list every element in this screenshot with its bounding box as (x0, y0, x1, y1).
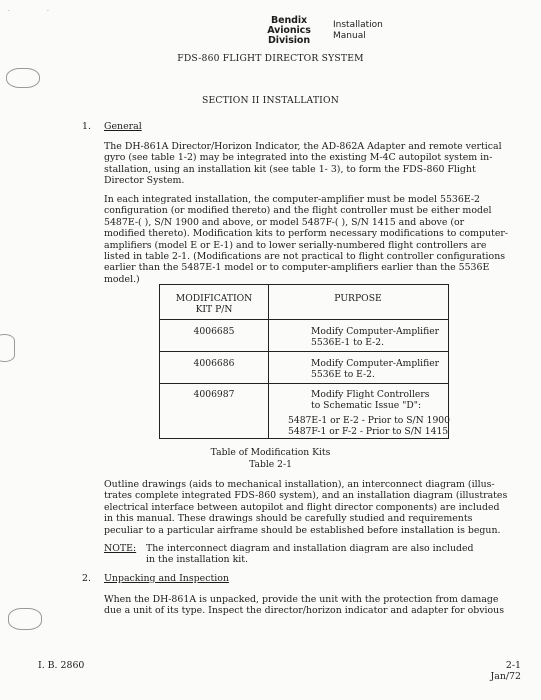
binder-hole (8, 608, 42, 630)
text-line: peculiar to a particular airframe should be established before installation is begun. (104, 524, 501, 536)
text-line: due a unit of its type. Inspect the director/horizon indicator and adapter for obvious (104, 605, 505, 617)
header-line: KIT P/N (195, 304, 233, 315)
document-type-line: Installation (333, 20, 383, 30)
section-number: 1. (82, 121, 91, 132)
document-type (333, 20, 383, 42)
modification-kits-table (159, 284, 449, 439)
note-label: NOTE: (104, 543, 137, 554)
table-caption (0, 447, 541, 470)
text-line: configuration (or modified thereto) and the flight controller must be either model (104, 205, 492, 217)
purpose-line: 5536E to E-2. (311, 369, 375, 380)
purpose-line: Modify Computer-Amplifier (311, 326, 440, 337)
note-text (146, 543, 486, 565)
page-number: 2-1 (505, 660, 521, 671)
purpose-line: Modify Flight Controllers (311, 389, 430, 400)
text-line: listed in table 2-1. (Modifications are not practical to flight controller configurations (104, 251, 506, 263)
text-line: model.) (104, 273, 140, 285)
text-line: in this manual. These drawings should be carefully studied and requirements (104, 513, 473, 525)
text-line: Outline drawings (aids to mechanical installation), an interconnect diagram (illus- (104, 479, 495, 490)
text-line: modified thereto). Modification kits to perform necessary modifications to computer- (104, 228, 509, 240)
purpose-line: to Schematic Issue "D": (311, 400, 422, 411)
detail-line: 5487F-1 or F-2 - Prior to S/N 1415 (288, 426, 449, 437)
caption-line: Table 2-1 (249, 458, 292, 470)
text-line: The DH-861A Director/Horizon Indicator, the AD-862A Adapter and remote vertical (104, 141, 502, 152)
paragraph-integration (104, 141, 514, 187)
section-heading-general: General (104, 121, 142, 132)
paragraph-unpacking (104, 594, 514, 617)
binder-hole (0, 334, 15, 362)
paragraph-drawings (104, 479, 514, 536)
text-line: trates complete integrated FDS-860 system), and an installation diagram (illustrates (104, 490, 508, 502)
text-line: stallation, using an installation kit (see table 1- 3), to form the FDS-860 Flight (104, 163, 476, 175)
header-line: MODIFICATION (175, 293, 253, 304)
bendix-logo (257, 16, 321, 46)
table-header-purpose: PURPOSE (334, 293, 382, 304)
binder-hole (6, 68, 40, 88)
scan-mark: · (8, 8, 10, 15)
text-line: in the installation kit. (146, 554, 248, 566)
table-header-kit (160, 293, 268, 315)
table-column-divider (268, 285, 269, 438)
table-row-divider (160, 351, 448, 352)
text-line: 5487E-( ), S/N 1900 and above, or model 5487F-( ), S/N 1415 and above (or (104, 216, 465, 228)
text-line: gyro (see table 1-2) may be integrated into the existing M-4C autopilot system in- (104, 152, 493, 164)
detail-line: 5487E-1 or E-2 - Prior to S/N 1900 (288, 415, 450, 426)
logo-line: Division (268, 35, 310, 46)
scan-mark: · (47, 8, 49, 15)
text-line: amplifiers (model E or E-1) and to lower serially-numbered flight controllers are (104, 239, 487, 251)
text-line: earlier than the 5487E-1 model or to computer-amplifiers earlier than the 5536E (104, 262, 490, 274)
text-line: When the DH-861A is unpacked, provide the unit with the protection from damage (104, 594, 499, 605)
text-line: electrical interface between autopilot and flight director components) are included (104, 501, 500, 513)
logo-line: Avionics (267, 25, 311, 36)
table-cell-purpose (311, 326, 439, 348)
table-cell-serial-details (288, 415, 450, 437)
table-row-divider (160, 319, 448, 320)
paragraph-requirements (104, 194, 514, 285)
table-cell-kit: 4006686 (193, 358, 235, 369)
section-number: 2. (82, 573, 91, 584)
table-cell-purpose (311, 389, 429, 411)
section-title: SECTION II INSTALLATION (202, 95, 339, 106)
purpose-line: 5536E-1 to E-2. (311, 337, 385, 348)
text-line: Director System. (104, 175, 185, 187)
text-line: In each integrated installation, the computer-amplifier must be model 5536E-2 (104, 194, 480, 205)
page-date: Jan/72 (490, 671, 521, 682)
purpose-line: Modify Computer-Amplifier (311, 358, 440, 369)
system-title: FDS-860 FLIGHT DIRECTOR SYSTEM (177, 53, 364, 64)
logo-line: Bendix (270, 15, 308, 26)
document-type-line: Manual (333, 31, 366, 41)
table-cell-purpose (311, 358, 439, 380)
section-heading-unpacking: Unpacking and Inspection (104, 573, 229, 584)
footer-document-id: I. B. 2860 (38, 660, 85, 671)
table-cell-kit: 4006685 (193, 326, 235, 337)
table-row-divider (160, 383, 448, 384)
caption-line: Table of Modification Kits (210, 447, 331, 458)
table-cell-kit: 4006987 (193, 389, 235, 400)
footer-page-info (491, 660, 521, 682)
text-line: The interconnect diagram and installation diagram are also included (146, 543, 474, 554)
